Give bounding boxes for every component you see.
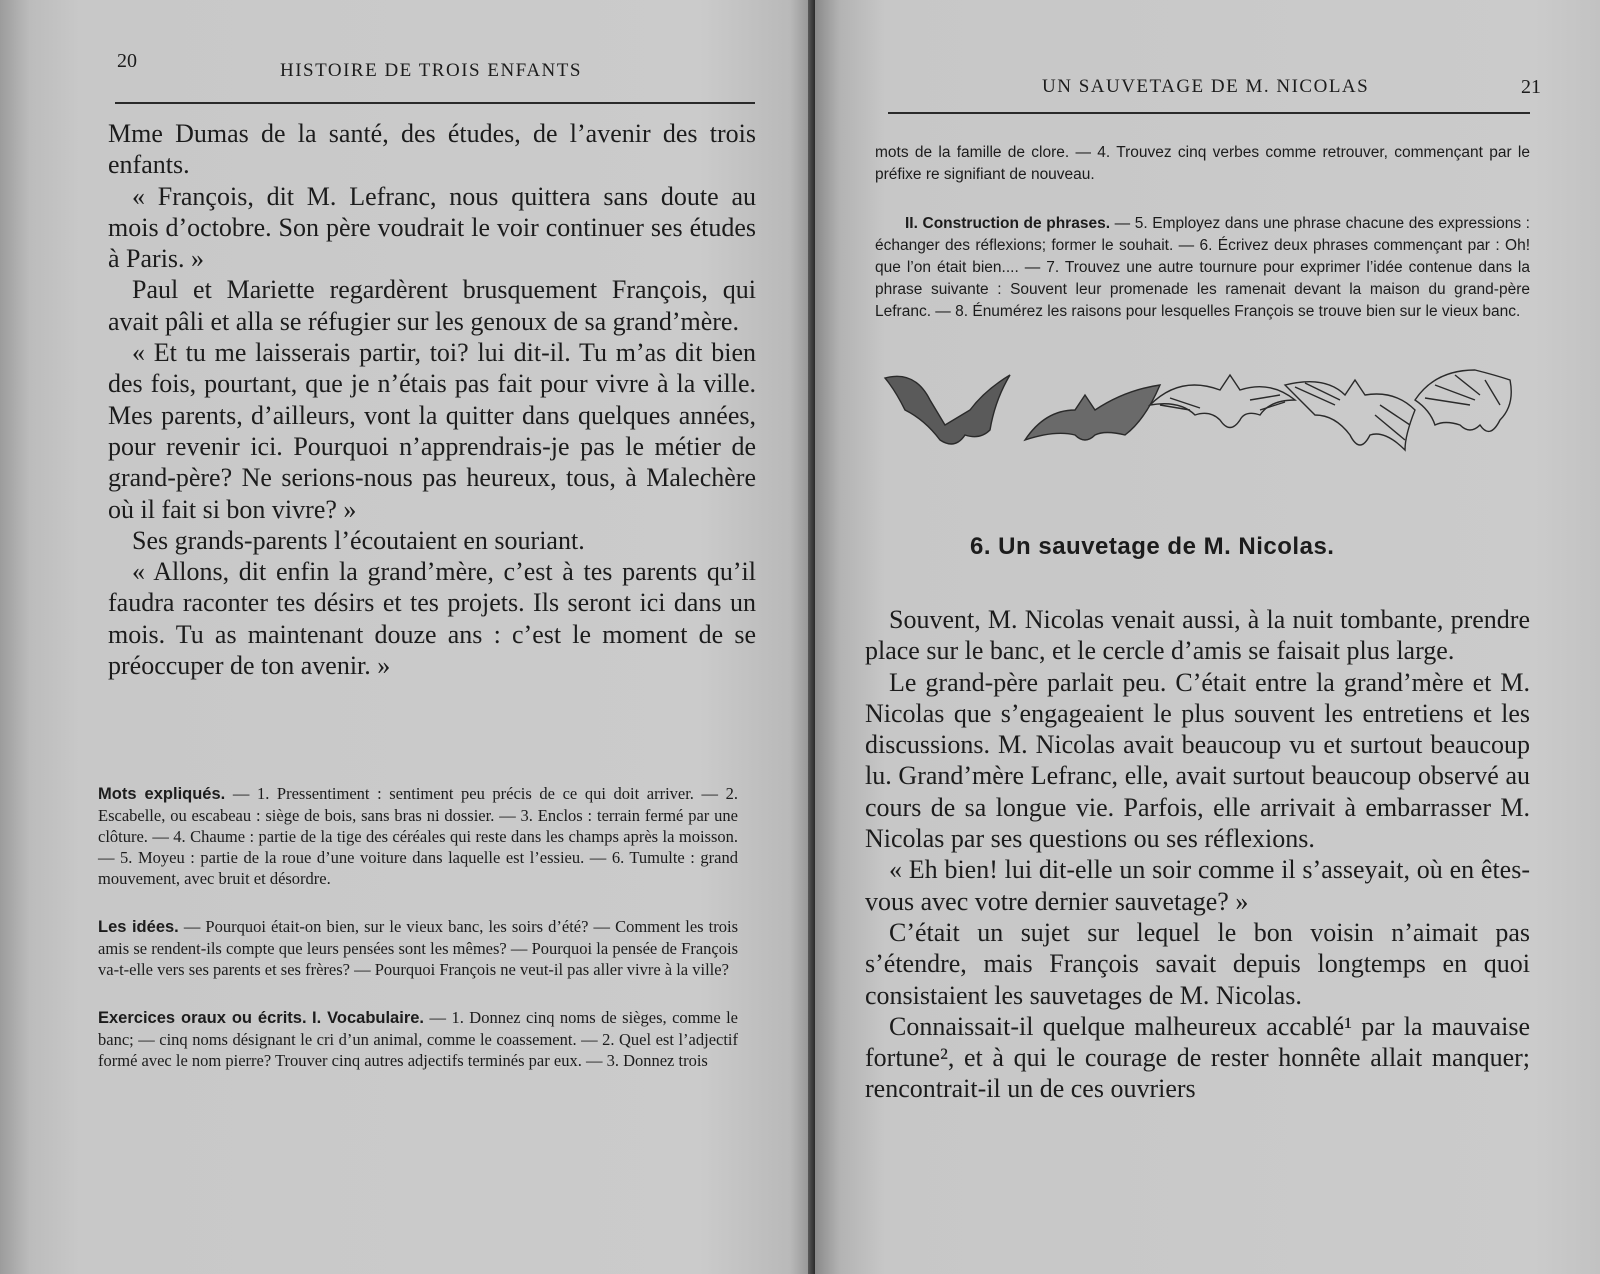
bat-icon: [1150, 375, 1295, 428]
header-rule: [888, 112, 1530, 114]
exercises-continued: [875, 142, 1530, 350]
paragraph: Paul et Mariette regardèrent brusquement François, qui avait pâli et alla se réfugier sur les genoux de sa grand’mère.: [108, 275, 756, 336]
bat-icon: [1415, 370, 1511, 431]
bat-icon: [1285, 380, 1415, 450]
chapter-title: 6. Un sauvetage de M. Nicolas.: [970, 533, 1335, 560]
paragraph: Ses grands-parents l’écoutaient en souriant.: [132, 525, 585, 555]
running-head: UN SAUVETAGE DE M. NICOLAS: [1042, 76, 1370, 97]
mots-expliques: [98, 783, 738, 889]
header-rule: [115, 102, 755, 104]
bats-illustration: [875, 360, 1535, 460]
exercise-text: mots de la famille de clore. — 4. Trouvez cinq verbes comme retrouver, commençant par le préfixe re signifiant de nouveau.: [875, 144, 1530, 183]
paragraph: Souvent, M. Nicolas venait aussi, à la nuit tombante, prendre place sur le banc, et le cercle d’amis se faisait plus large.: [865, 605, 1530, 666]
page-number: 20: [117, 50, 137, 72]
bat-icon: [885, 375, 1010, 444]
notes-sublabel: I. Vocabulaire.: [312, 1009, 425, 1027]
paragraph: « Eh bien! lui dit-elle un soir comme il s’asseyait, où en êtes-vous avec votre dernier sauvetage? »: [865, 855, 1530, 916]
construction: [875, 213, 1530, 323]
notes-label: Mots expliqués.: [98, 785, 226, 803]
left-body: [108, 118, 756, 681]
notes-text: — Pourquoi était-on bien, sur le vieux banc, les soirs d’été? — Comment les trois amis se rendent-ils compte que leurs pensées sont les mêmes? — Pourquoi la pensée de François va-t-elle vers ses parents et ses frères? — Pourquoi François ne veut-il pas aller vivre à la ville?: [98, 917, 739, 979]
paragraph: Mme Dumas de la santé, des études, de l’avenir des trois enfants.: [108, 119, 756, 180]
les-idees: [98, 916, 738, 980]
notes-block: [98, 783, 738, 1098]
right-page: [815, 0, 1600, 1274]
paragraph: Connaissait-il quelque malheureux accablé¹ par la mauvaise fortune², et à qui le courage de rester honnête allait manquer; rencontrait-il un de ces ouvriers: [865, 1011, 1530, 1104]
paragraph: « Allons, dit enfin la grand’mère, c’est à tes parents qu’il faudra raconter tes désirs et tes projets. Ils seront ici dans un mois. Tu as maintenant douze ans : c’est le moment de se préoccuper de ton avenir. »: [108, 557, 756, 681]
paragraph: « François, dit M. Lefranc, nous quittera sans doute au mois d’octobre. Son père voudrait le voir continuer ses études à Paris. »: [108, 181, 756, 274]
notes-text: — 5. Employez dans une phrase chacune des expressions : échanger des réflexions; former le souhait. — 6. Écrivez deux phrases commençant par : Oh! que l’on était bien.... — 7. Trouvez une autre tournure pour exprimer l’idée contenue dans la phrase suivante : Souvent leur promenade les ramenait devant la maison du grand-père Lefranc. — 8. Énumérez les raisons pour lesquelles François se trouve bien sur le vieux banc.: [875, 215, 1530, 320]
notes-text: — 1. Pressentiment : sentiment peu précis de ce qui doit arriver. — 2. Escabelle, ou escabeau : siège de bois, sans bras ni dossier. — 3. Enclos : terrain fermé par une clôture. — 4. Chaume : partie de la tige des céréales qui reste dans les champs après la moisson. — 5. Moyeu : partie de la roue d’une voiture dans laquelle est l’essieu. — 6. Tumulte : grand mouvement, avec bruit et désordre.: [98, 784, 738, 888]
notes-text: — 1. Donnez cinq noms de sièges, comme le banc; — cinq noms désignant le cri d’un animal, comme le coassement. — 2. Quel est l’adjectif formé avec le nom pierre? Trouver cinq autres adjectifs terminés par eux. — 3. Donnez trois: [98, 1008, 739, 1070]
bat-icon: [1025, 385, 1160, 440]
right-body: [865, 604, 1530, 1105]
notes-label: Exercices oraux ou écrits.: [98, 1009, 307, 1027]
page-number: 21: [1521, 76, 1541, 98]
notes-label: Les idées.: [98, 918, 179, 936]
paragraph: Le grand-père parlait peu. C’était entre la grand’mère et M. Nicolas que s’engageaient le plus souvent les entretiens et les discussions. M. Nicolas avait beaucoup vu et surtout beaucoup lu. Grand’mère Lefranc, elle, avait surtout beaucoup observé au cours de sa longue vie. Parfois, elle arrivait à embarrasser M. Nicolas par ses questions ou ses réflexions.: [865, 667, 1530, 854]
exercices: [98, 1007, 738, 1071]
paragraph: C’était un sujet sur lequel le bon voisin n’aimait pas s’étendre, mais François savait depuis longtemps en quoi consistaient les sauvetages de M. Nicolas.: [865, 917, 1530, 1010]
paragraph: « Et tu me laisserais partir, toi? lui dit-il. Tu m’as dit bien des fois, pourtant, que je n’étais pas fait pour vivre à la ville. Mes parents, d’ailleurs, vont la quitter dans quelques années, pour revenir ici. Pourquoi n’apprendrais-je pas le métier de grand-père? Ne serions-nous pas heureux, tous, à Malechère où il fait si bon vivre? »: [108, 338, 756, 524]
notes-label: II. Construction de phrases.: [905, 215, 1111, 232]
running-head: HISTOIRE DE TROIS ENFANTS: [280, 60, 582, 81]
